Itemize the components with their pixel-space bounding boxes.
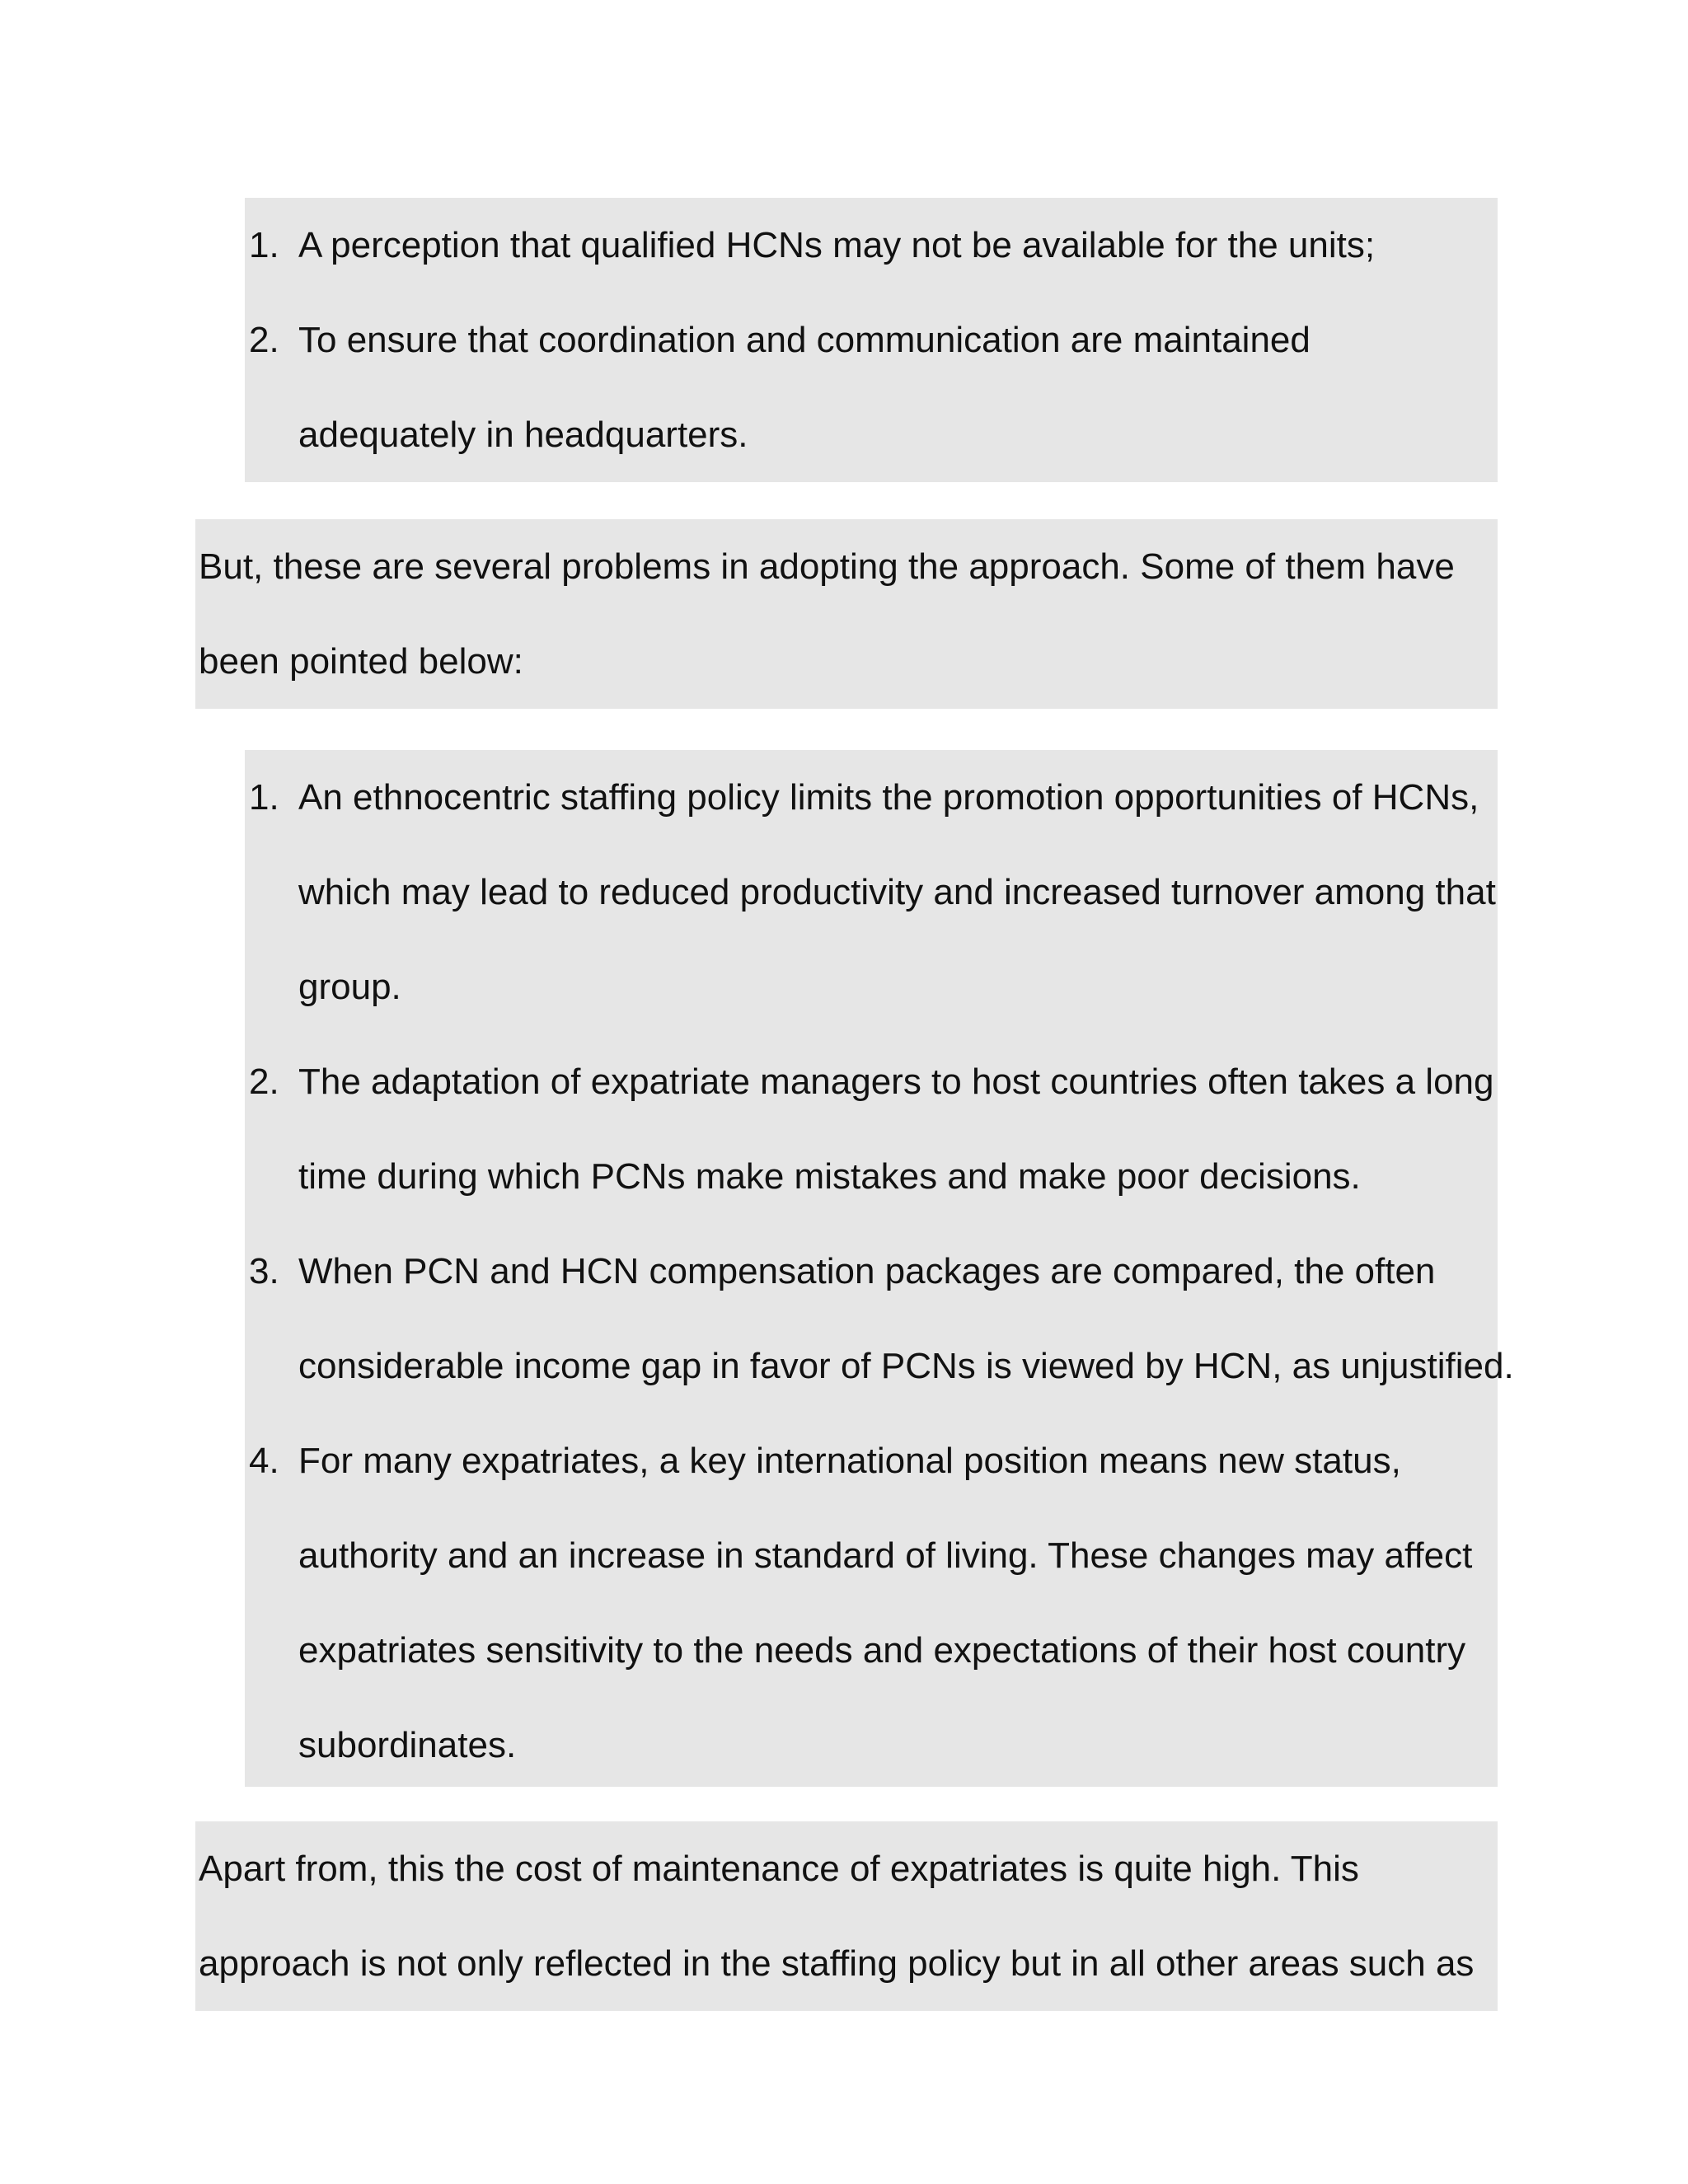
list-item-text: The adaptation of expatriate managers to host countries often takes a long bbox=[298, 1062, 1494, 1102]
list-item-text: expatriates sensitivity to the needs and expectations of their host country bbox=[298, 1630, 1466, 1671]
list-item-number: 3. bbox=[249, 1251, 279, 1291]
list-item-text: For many expatriates, a key international position means new status, bbox=[298, 1441, 1401, 1481]
cost-paragraph bbox=[195, 1821, 1498, 2011]
list-item-text: A perception that qualified HCNs may not be available for the units; bbox=[298, 225, 1376, 265]
list-item-number: 2. bbox=[249, 320, 279, 360]
list-item-text: which may lead to reduced productivity and increased turnover among that bbox=[298, 872, 1496, 912]
problems-intro-paragraph bbox=[195, 519, 1498, 709]
list-item-text: subordinates. bbox=[298, 1725, 517, 1765]
reasons-list-block bbox=[245, 198, 1498, 482]
list-item-text: To ensure that coordination and communication are maintained bbox=[298, 320, 1311, 360]
list-item bbox=[245, 293, 1498, 482]
list-item bbox=[245, 1034, 1498, 1224]
list-item-number: 4. bbox=[249, 1441, 279, 1481]
list-item bbox=[245, 198, 1498, 293]
list-item bbox=[245, 1224, 1514, 1413]
list-item-text: authority and an increase in standard of living. These changes may affect bbox=[298, 1535, 1473, 1576]
problems-list-block bbox=[245, 750, 1514, 1787]
list-item-number: 1. bbox=[249, 777, 279, 818]
paragraph-line: Apart from, this the cost of maintenance of expatriates is quite high. This bbox=[199, 1849, 1359, 1889]
list-item-text: When PCN and HCN compensation packages are compared, the often bbox=[298, 1251, 1436, 1291]
list-item-number: 1. bbox=[249, 225, 279, 265]
list-item-text: group. bbox=[298, 967, 401, 1007]
list-item-number: 2. bbox=[249, 1062, 279, 1102]
list-item-text: time during which PCNs make mistakes and make poor decisions. bbox=[298, 1156, 1361, 1197]
list-item-text: considerable income gap in favor of PCNs is viewed by HCN, as unjustified. bbox=[298, 1346, 1514, 1386]
paragraph-line: been pointed below: bbox=[199, 641, 523, 682]
problems-list bbox=[245, 750, 1514, 1793]
reasons-list bbox=[245, 198, 1498, 482]
paragraph-line: approach is not only reflected in the staffing policy but in all other areas such as bbox=[199, 1943, 1475, 1984]
list-item-text: An ethnocentric staffing policy limits the promotion opportunities of HCNs, bbox=[298, 777, 1479, 818]
paragraph-line: But, these are several problems in adopting the approach. Some of them have bbox=[199, 546, 1455, 587]
list-item-text: adequately in headquarters. bbox=[298, 415, 748, 455]
list-item bbox=[245, 1413, 1498, 1793]
list-item bbox=[245, 750, 1498, 1034]
